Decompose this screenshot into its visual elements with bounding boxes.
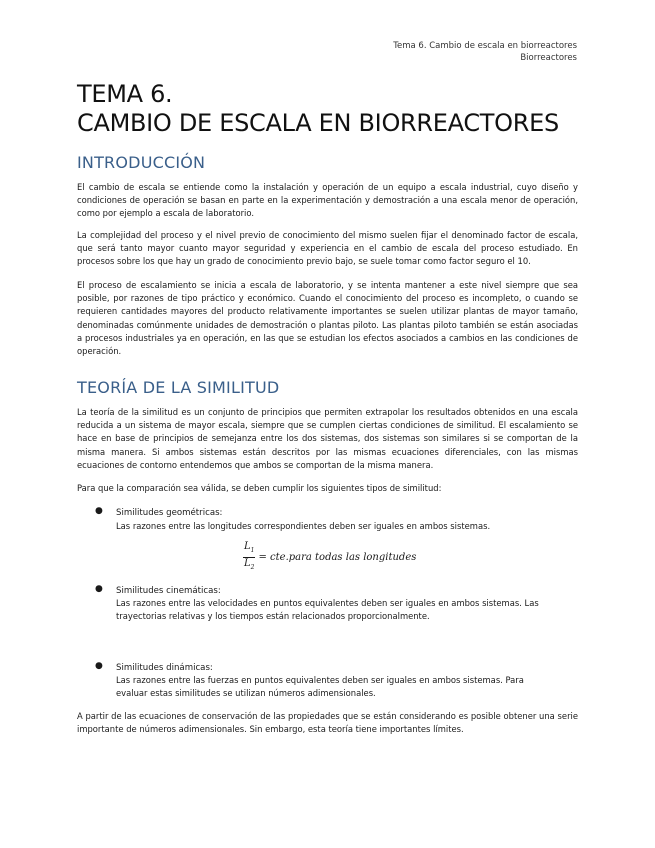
running-header (393, 40, 577, 64)
paragraph: La complejidad del proceso y el nivel previo de conocimiento del mismo suelen fijar el denominado factor de escala, que será tanto mayor cuanto mayor seguridad y experiencia en el cambio de escala del proceso estudiado. En procesos sobre los que hay un grado de conocimiento previo bajo, se suele tomar como factor seguro el 10. (77, 230, 578, 267)
formula-denominator: L (244, 558, 251, 569)
header-subject: Biorreactores (520, 53, 577, 63)
bullet-title: Similitudes geométricas: (116, 508, 223, 518)
formula-numerator: L (244, 541, 251, 552)
formula-rhs: = cte.para todas las longitudes (258, 552, 417, 563)
formula-numerator-subscript: 1 (250, 547, 255, 554)
header-chapter: Tema 6. Cambio de escala en biorreactores (393, 41, 577, 51)
paragraph: El proceso de escalamiento se inicia a escala de laboratorio, y se intenta mantener a este nivel siempre que sea posible, por razones de tipo práctico y económico. Cuando el conocimiento del proceso es incompleto, o cuando se requieren cantidades mayores del producto relativamente importantes se suelen utilizar plantas de mayor tamaño, denominadas comúnmente unidades de demostración o plantas piloto. Las plantas piloto también se están asociadas a procesos industriales ya en operación, en las que se estudian los efectos asociados a cambios en las condiciones de operación. (77, 280, 578, 357)
title-line-1: TEMA 6. (77, 80, 173, 108)
bullet-dot-icon: ● (95, 584, 103, 594)
formula-denominator-subscript: 2 (250, 564, 255, 571)
section-heading-introduccion: INTRODUCCIÓN (77, 153, 206, 172)
bullet-description: Las razones entre las velocidades en puntos equivalentes deben ser iguales en ambos sistemas. Las trayectorias relativas y los tiempos están relacionados proporcionalmente. (116, 598, 539, 622)
paragraph: Para que la comparación sea válida, se deben cumplir los siguientes tipos de similitud: (77, 483, 442, 493)
closing-paragraph: A partir de las ecuaciones de conservación de las propiedades que se están considerando es posible obtener una serie importante de números adimensionales. Sin embargo, esta teoría tiene importantes límites. (77, 711, 578, 735)
formula-fraction (243, 541, 255, 574)
title-line-2: CAMBIO DE ESCALA EN BIORREACTORES (77, 109, 559, 137)
bullet-dot-icon: ● (95, 661, 103, 671)
bullet-description: Las razones entre las longitudes correspondientes deben ser iguales en ambos sistemas. (116, 521, 491, 531)
page-title (77, 80, 559, 138)
section-heading-similitud: TEORÍA DE LA SIMILITUD (77, 378, 280, 397)
bullet-title: Similitudes dinámicas: (116, 663, 213, 673)
bullet-title: Similitudes cinemáticas: (116, 586, 221, 596)
bullet-description: Las razones entre las fuerzas en puntos equivalentes deben ser iguales en ambos sistemas. Para evaluar estas similitudes se utilizan números adimensionales. (116, 675, 524, 699)
similarity-formula (243, 541, 416, 574)
paragraph: La teoría de la similitud es un conjunto de principios que permiten extrapolar los resultados obtenidos en una escala reducida a un sistema de mayor escala, siempre que se cumplen ciertas condiciones de similitud. El escalamiento se hace en base de principios de semejanza entre los dos sistemas, dos sistemas son similares si se comportan de la misma manera. Si ambos sistemas están descritos por las mismas ecuaciones diferenciales, con las mismas ecuaciones de contorno entendemos que ambos se comportan de la misma manera. (77, 407, 578, 470)
bullet-dot-icon: ● (95, 506, 103, 516)
paragraph: El cambio de escala se entiende como la instalación y operación de un equipo a escala industrial, cuyo diseño y condiciones de operación se basan en parte en la experimentación y demostración a una escala menor de operación, como por ejemplo a escala de laboratorio. (77, 182, 578, 219)
